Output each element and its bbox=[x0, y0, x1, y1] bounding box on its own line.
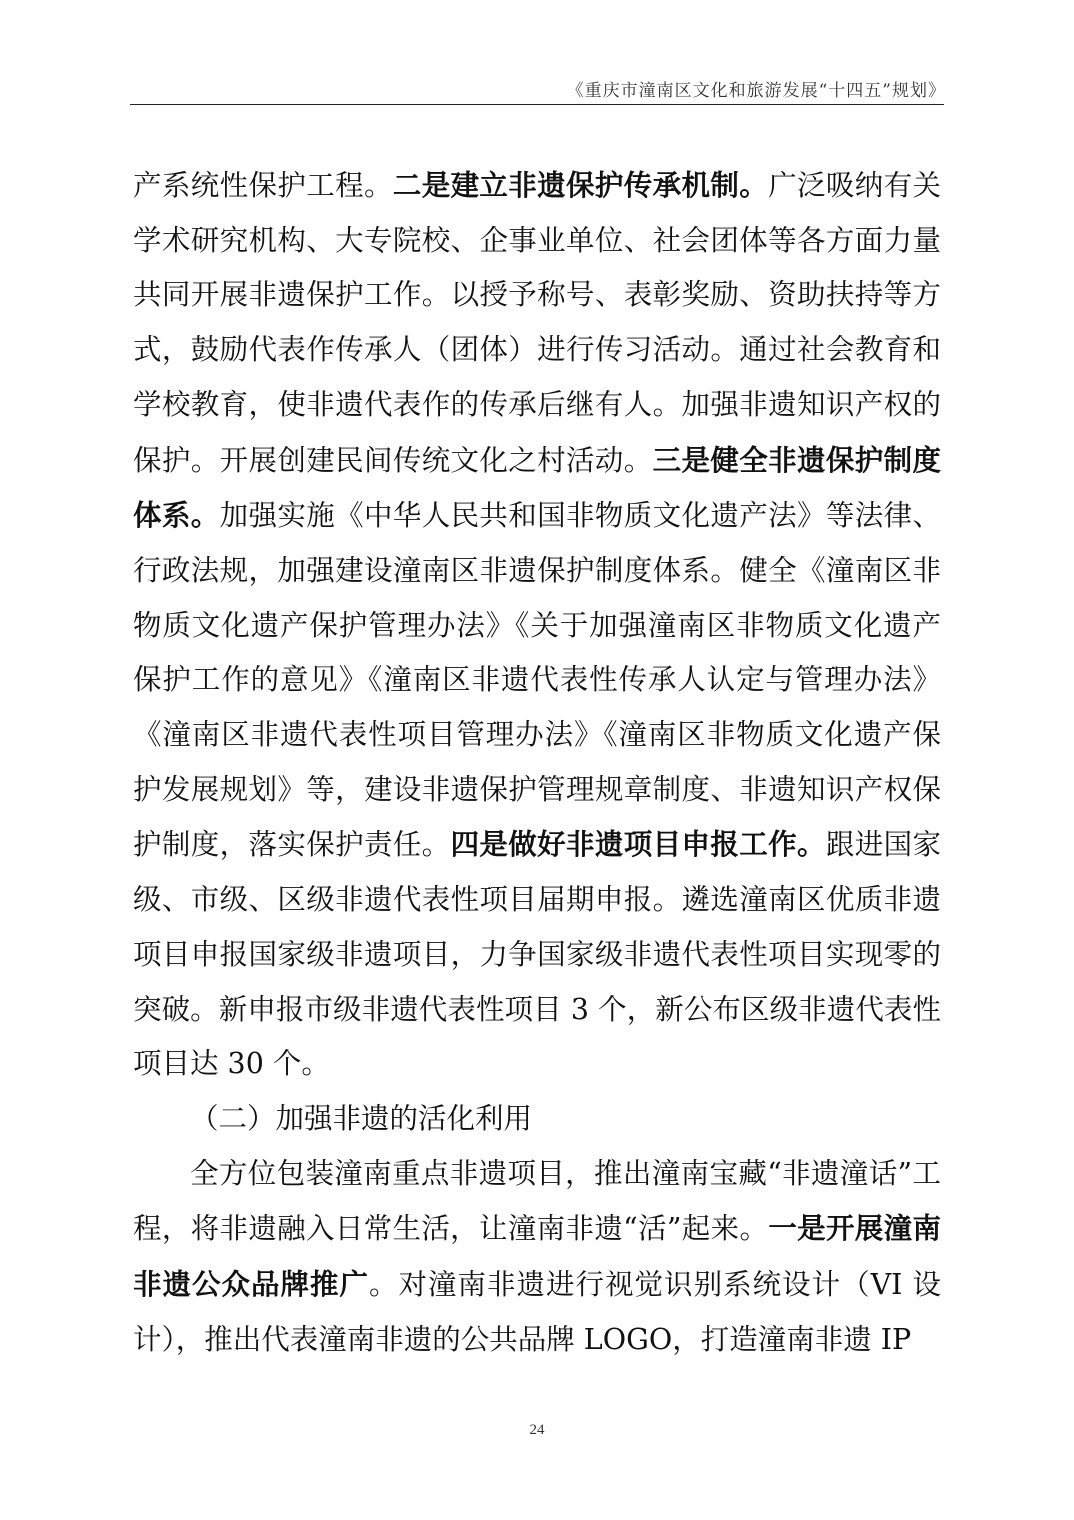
paragraph bbox=[133, 1147, 941, 1368]
text-run: 跟进国家级、市级、区级非遗代表性项目届期申报。遴选潼南区优质非遗项目申报国家级非遗项目，力争国家级非遗代表性项目实现零的突破。新申报市级非遗代表性项目 3 个，新公布区级非遗代表性项目达 30 个。 bbox=[133, 828, 941, 1081]
header-rule bbox=[130, 104, 944, 105]
bold-point-3: 三是健全非遗保护制度体系。 bbox=[133, 442, 941, 533]
bold-point-4: 四是做好非遗项目申报工作。 bbox=[450, 827, 826, 862]
paragraph-continued bbox=[133, 158, 941, 1092]
running-header: 《重庆市潼南区文化和旅游发展“十四五”规划》 bbox=[566, 81, 946, 101]
page-number: 24 bbox=[529, 1422, 545, 1438]
text-run: 产系统性保护工程。 bbox=[133, 169, 393, 202]
section-heading: （二）加强非遗的活化利用 bbox=[190, 1101, 533, 1135]
text-run: 。对潼南非遗进行视觉识别系统设计（VI 设计），推出代表潼南非遗的公共品牌 LOGO，打造潼南非遗 IP bbox=[133, 1268, 941, 1356]
body-text bbox=[133, 158, 941, 1367]
text-run: 广泛吸纳有关学术研究机构、大专院校、企事业单位、社会团体等各方面力量共同开展非遗保护工作。以授予称号、表彰奖励、资助扶持等方式，鼓励代表作传承人（团体）进行传习活动。通过社会教育和学校教育，使非遗代表作的传承后继有人。加强非遗知识产权的保护。开展创建民间传统文化之村活动。 bbox=[133, 169, 941, 477]
text-run: 加强实施《中华人民共和国非物质文化遗产法》等法律、行政法规，加强建设潼南区非遗保护制度体系。健全《潼南区非物质文化遗产保护管理办法》《关于加强潼南区非物质文化遗产保护工作的意见》《潼南区非遗代表性传承人认定与管理办法》《潼南区非遗代表性项目管理办法》《潼南区非物质文化遗产保护发展规划》等，建设非遗保护管理规章制度、非遗知识产权保护制度，落实保护责任。 bbox=[133, 499, 941, 862]
bold-point-2: 二是建立非遗保护传承机制。 bbox=[392, 168, 769, 202]
bold-point-1: 一是开展潼南非遗公众品牌推广 bbox=[133, 1211, 941, 1302]
text-run: 全方位包装潼南重点非遗项目，推出潼南宝藏“非遗潼话”工程，将非遗融入日常生活，让潼南非遗“活”起来。 bbox=[133, 1156, 941, 1246]
